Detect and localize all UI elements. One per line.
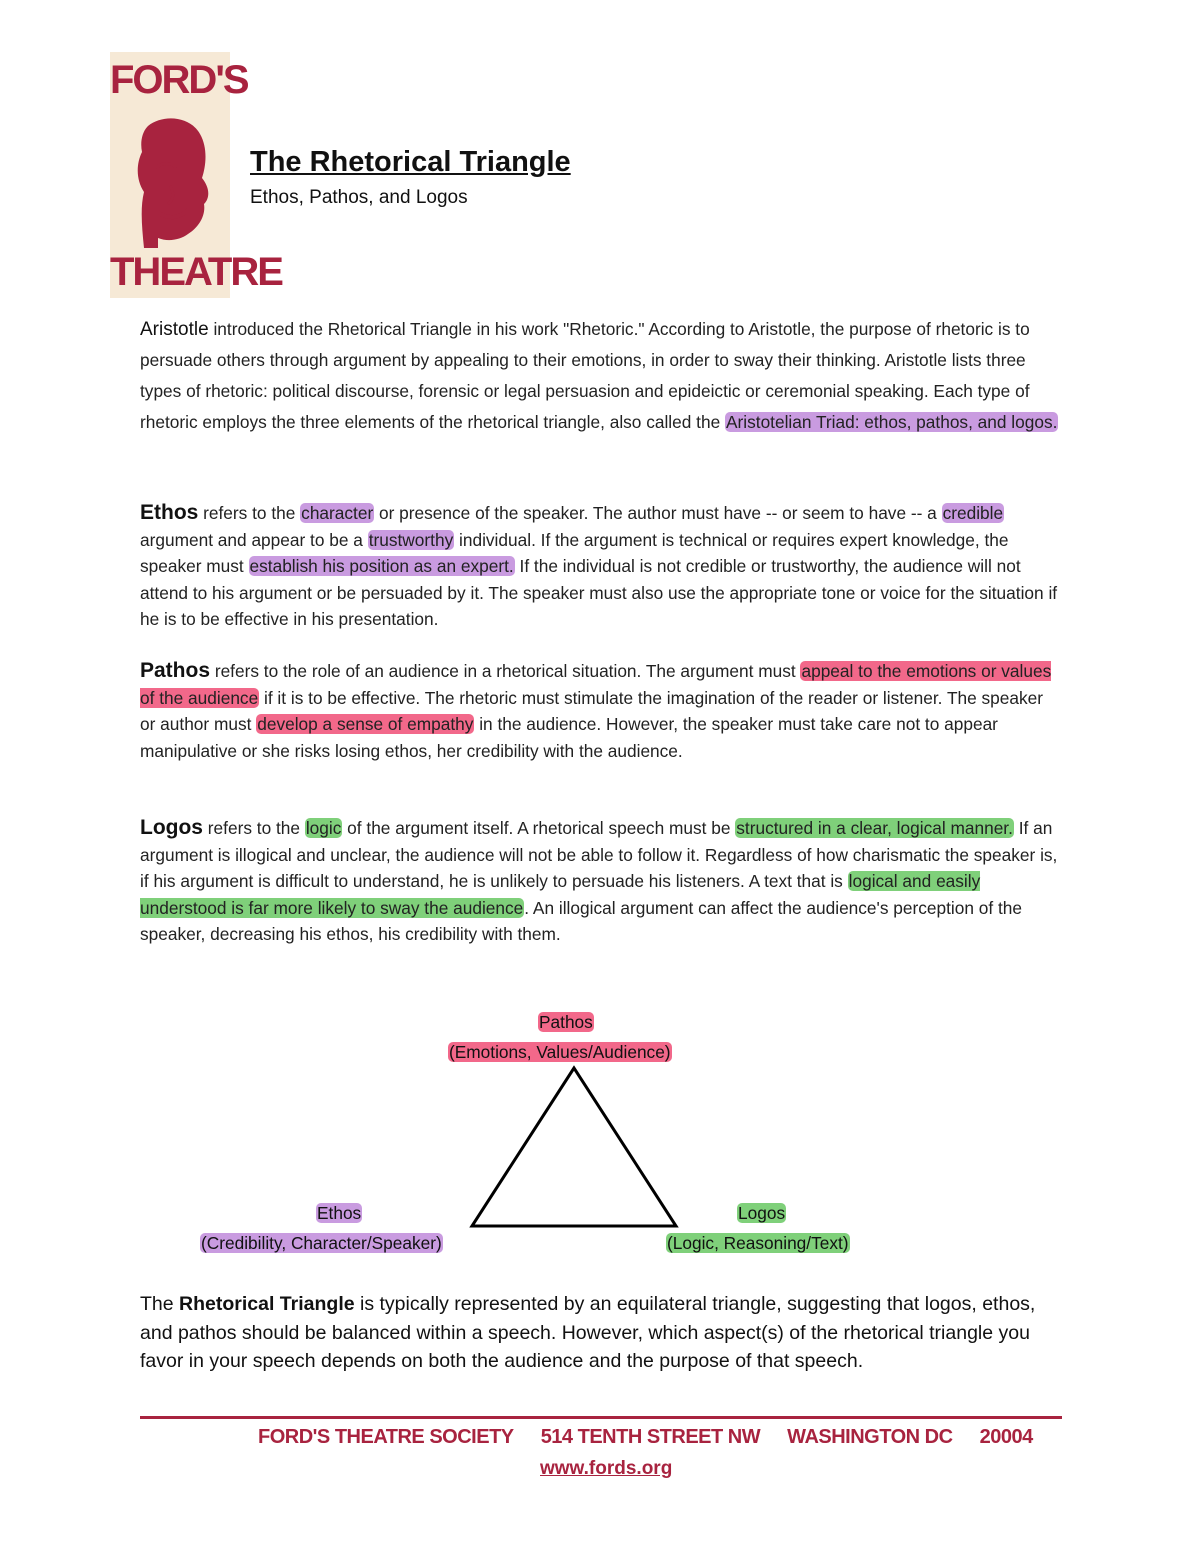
logos-text-2: of the argument itself. A rhetorical speech must be: [342, 818, 736, 838]
logos-paragraph: [140, 815, 1060, 948]
intro-highlight: Aristotelian Triad: ethos, pathos, and logos.: [726, 412, 1058, 432]
logos-text-3: If an argument is illogical and unclear, the audience will not be able to follow it. Regardless of how charismatic the speaker is, if his argument is difficult to understand, he is unlikely to persuade his listeners. A text that is: [140, 818, 1058, 892]
logos-highlight-2: structured in a clear, logical manner.: [736, 818, 1013, 838]
diagram-logos-sub-wrap: [666, 1233, 850, 1254]
pathos-text-1: refers to the role of an audience in a rhetorical situation. The argument must: [210, 661, 801, 681]
intro-lead: Aristotle: [140, 319, 209, 340]
ethos-highlight-4: establish his position as an expert.: [249, 556, 514, 577]
page-subtitle: Ethos, Pathos, and Logos: [250, 187, 468, 208]
diagram-ethos-sub-wrap: [200, 1233, 443, 1254]
summary-paragraph: [140, 1290, 1070, 1376]
footer-divider: [140, 1416, 1062, 1419]
summary-text-1: The: [140, 1293, 180, 1315]
diagram-logos-title: Logos: [738, 1203, 786, 1223]
ethos-text-1: refers to the: [198, 503, 301, 523]
ethos-highlight-1: character: [301, 503, 374, 523]
summary-text-2: is typically represented by an equilateral triangle, suggesting that logos, ethos, and pathos should be balanced within a speech. However, which aspect(s) of the rhetorical triangle you favor in your speech depends on both the audience and the purpose of that speech.: [140, 1293, 1036, 1372]
pathos-text-2: if it is to be effective. The rhetoric must stimulate the imagination of the reader or listener. The speaker or author must: [140, 687, 1044, 735]
diagram-pathos-title: Pathos: [539, 1012, 593, 1032]
intro-paragraph: [140, 314, 1060, 438]
lincoln-silhouette-icon: [118, 108, 222, 248]
ethos-paragraph: [140, 500, 1060, 633]
ethos-highlight-2: credible: [942, 503, 1004, 523]
footer-zip: 20004: [979, 1426, 1033, 1448]
pathos-lead: Pathos: [140, 659, 211, 682]
diagram-logos-label: [737, 1203, 786, 1224]
diagram-ethos-sub: (Credibility, Character/Speaker): [201, 1233, 442, 1253]
pathos-paragraph: [140, 658, 1060, 764]
logo-top-text: FORD'S: [110, 58, 248, 102]
footer-city: WASHINGTON DC: [787, 1426, 953, 1448]
logos-text-1: refers to the: [203, 818, 305, 838]
pathos-text-3: in the audience. However, the speaker must take care not to appear manipulative or she risks losing ethos, her credibility with the audience.: [140, 714, 998, 761]
ethos-text-4: individual. If the argument is technical or requires expert knowledge, the speaker must: [140, 529, 1009, 577]
pathos-highlight-1: appeal to the emotions or values of the audience: [140, 661, 1052, 708]
logos-highlight-3: logical and easily understood is far more likely to sway the audience: [140, 871, 981, 918]
diagram-ethos-label: [316, 1203, 362, 1224]
ethos-lead: Ethos: [140, 501, 199, 524]
logos-text-4: . An illogical argument can affect the audience's perception of the speaker, decreasing his ethos, his credibility with them.: [140, 897, 1023, 945]
diagram-pathos-label: [538, 1012, 594, 1033]
logos-highlight-1: logic: [305, 818, 342, 838]
triangle-shape: [466, 1064, 682, 1232]
intro-text: introduced the Rhetorical Triangle in his work "Rhetoric." According to Aristotle, the purpose of rhetoric is to persuade others through argument by appealing to their emotions, in order to sway their thinking. Aristotle lists three types of rhetoric: political discourse, forensic or legal persuasion and epideictic or ceremonial speaking. Each type of rhetoric employs the three elements of the rhetorical triangle, also called the: [140, 319, 1030, 432]
diagram-logos-sub: (Logic, Reasoning/Text): [667, 1233, 849, 1253]
diagram-pathos-sub-wrap: [448, 1042, 672, 1063]
diagram-ethos-title: Ethos: [317, 1203, 362, 1223]
footer-address: [258, 1426, 1055, 1449]
logo-bottom-text: THEATRE: [110, 250, 282, 294]
ethos-text-2: or presence of the speaker. The author must have -- or seem to have -- a: [374, 503, 942, 523]
diagram-pathos-sub: (Emotions, Values/Audience): [449, 1042, 671, 1062]
footer-org: FORD'S THEATRE SOCIETY: [258, 1426, 514, 1448]
ethos-text-3: argument and appear to be a: [140, 529, 368, 550]
ethos-highlight-3: trustworthy: [368, 529, 454, 550]
summary-bold: Rhetorical Triangle: [179, 1293, 355, 1315]
footer-website-link[interactable]: www.fords.org: [540, 1458, 673, 1479]
pathos-highlight-2: develop a sense of empathy: [257, 714, 474, 735]
fords-theatre-logo: [110, 52, 282, 298]
footer-street: 514 TENTH STREET NW: [540, 1426, 761, 1448]
logos-lead: Logos: [140, 816, 203, 839]
page-title: The Rhetorical Triangle: [250, 146, 571, 178]
ethos-text-5: If the individual is not credible or trustworthy, the audience will not attend to his argument or be persuaded by it. The speaker must also use the appropriate tone or voice for the situation if he is to be effective in his presentation.: [140, 556, 1058, 630]
